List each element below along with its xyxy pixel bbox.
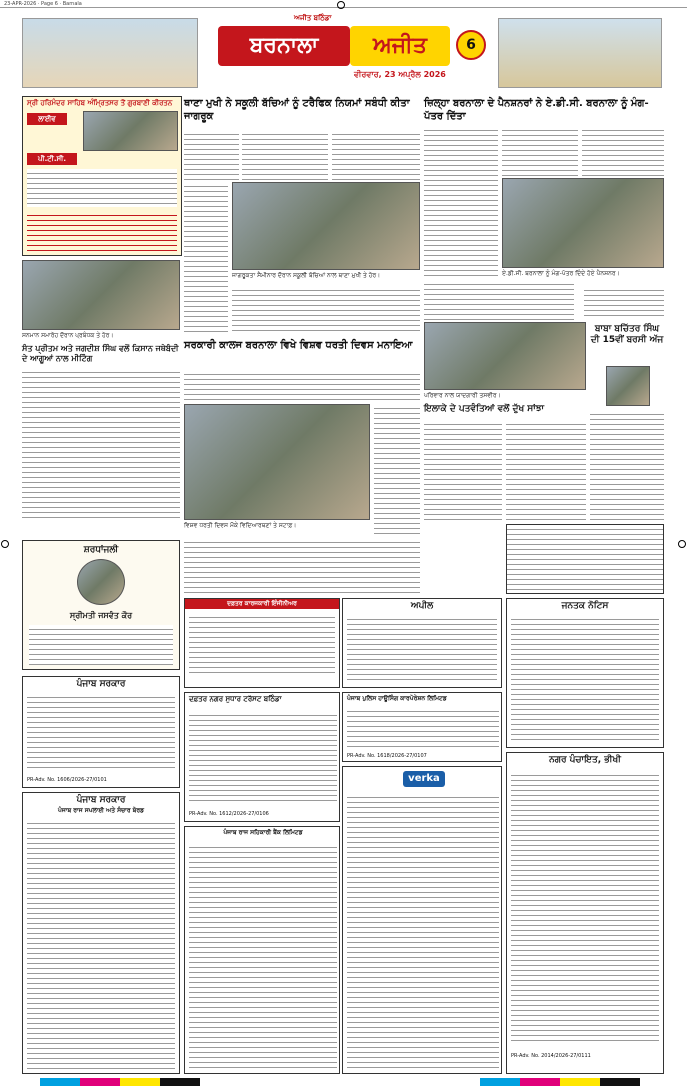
print-color-bar-yellow xyxy=(560,1078,600,1086)
story4-body-bottom xyxy=(184,538,420,594)
apeal-text xyxy=(347,615,497,681)
print-color-bar-black xyxy=(600,1078,640,1086)
barsi-body xyxy=(590,410,664,520)
cooperative-bank-table xyxy=(189,843,337,1069)
verka-tender-table xyxy=(347,793,499,1069)
cooperative-bank-ad xyxy=(184,826,340,1074)
story1-headline: ਥਾਣਾ ਮੁਖੀ ਨੇ ਸਕੂਲੀ ਬੱਚਿਆਂ ਨੂੰ ਟਰੈਫਿਕ ਨਿਯਮਾਂ ਸਬੰਧੀ ਕੀਤਾ ਜਾਗਰੂਕ xyxy=(184,98,410,122)
story3-caption: ਸਨਮਾਨ ਸਮਾਰੋਹ ਦੌਰਾਨ ਪ੍ਰਬੰਧਕ ਤੇ ਹੋਰ। xyxy=(22,332,114,339)
shradhanjali-photo xyxy=(77,559,125,605)
police-housing-text xyxy=(347,707,499,749)
date-line: ਵੀਰਵਾਰ, 23 ਅਪ੍ਰੈਲ 2026 xyxy=(354,70,446,79)
print-color-bar-magenta xyxy=(520,1078,560,1086)
apeal-ad xyxy=(342,598,502,688)
print-color-bar-black xyxy=(160,1078,200,1086)
story5-body-col2 xyxy=(506,420,586,520)
police-housing-ad xyxy=(342,692,502,762)
story5-headline: ਇਲਾਕੇ ਦੇ ਪਤਵੰਤਿਆਂ ਵਲੋਂ ਦੁੱਖ ਸਾਂਝਾ xyxy=(424,404,545,414)
tender1-text xyxy=(189,613,335,675)
story2-body-col2 xyxy=(502,126,578,176)
kirtan-schedule-text xyxy=(27,211,177,251)
kirtan-live-badge: ਲਾਈਵ xyxy=(27,113,67,125)
punjab-sarkar-ad-1 xyxy=(22,676,180,788)
story1-body-col1 xyxy=(184,130,239,180)
story1-body-col5 xyxy=(232,286,420,332)
print-color-bar-yellow xyxy=(120,1078,160,1086)
registration-mark-icon xyxy=(1,540,9,548)
nagar-panchayat-title: ਨਗਰ ਪੰਚਾਇਤ, ਭੀਖੀ xyxy=(549,755,621,765)
story1-body-col2 xyxy=(242,130,328,180)
masthead-photo-right xyxy=(498,18,662,88)
punjab-sarkar-1-text xyxy=(27,693,175,771)
story1-caption: ਜਾਗਰੂਕਤਾ ਸੈਮੀਨਾਰ ਦੌਰਾਨ ਸਕੂਲੀ ਬੱਚਿਆਂ ਨਾਲ ਥਾਣਾ ਮੁਖੀ ਤੇ ਹੋਰ। xyxy=(232,272,381,279)
story2-caption: ਏ.ਡੀ.ਸੀ. ਬਰਨਾਲਾ ਨੂੰ ਮੰਗ-ਪੱਤਰ ਦਿੰਦੇ ਹੋਏ ਪੈਨਸ਼ਨਰ। xyxy=(502,270,620,277)
shradhanjali-name: ਸ੍ਰੀਮਤੀ ਜਸਵੰਤ ਕੌਰ xyxy=(69,611,133,620)
pr-adv-4: PR-Adv. No. 2014/2026-27/0111 xyxy=(511,1053,591,1059)
nagar-sudhar-ad xyxy=(184,692,340,822)
public-notice-ad xyxy=(506,598,664,748)
page-number: 6 xyxy=(456,30,486,60)
nagar-sudhar-title: ਦਫ਼ਤਰ ਨਗਰ ਸੁਧਾਰ ਟਰੱਸਟ ਬਠਿੰਡਾ xyxy=(189,695,282,703)
tender-ad-1 xyxy=(184,598,340,688)
verka-tender-ad xyxy=(342,766,502,1074)
shradhanjali-title: ਸ਼ਰਧਾਂਜਲੀ xyxy=(83,545,119,555)
story2-body-col3 xyxy=(582,126,664,176)
punjab-sarkar-2-title: ਪੰਜਾਬ ਸਰਕਾਰ xyxy=(76,795,126,805)
story5-body-col1 xyxy=(424,420,502,520)
masthead-brand: ਅਜੀਤ ਬਠਿੰਡਾ xyxy=(294,14,332,22)
story2-body-col5 xyxy=(584,286,664,320)
story4-caption: ਵਿਸ਼ਵ ਧਰਤੀ ਦਿਵਸ ਮੌਕੇ ਵਿਦਿਆਰਥਣਾਂ ਤੇ ਸਟਾਫ਼। xyxy=(184,522,297,529)
police-housing-title: ਪੰਜਾਬ ਪੁਲਿਸ ਹਾਊਸਿੰਗ ਕਾਰਪੋਰੇਸ਼ਨ ਲਿਮਿਟਡ xyxy=(347,695,447,702)
pr-adv-1: PR-Adv. No. 1606/2026-27/0101 xyxy=(27,777,107,783)
masthead-center xyxy=(204,14,490,92)
story3-photo xyxy=(22,260,180,330)
print-color-bar-cyan xyxy=(480,1078,520,1086)
paper-name: ਅਜੀਤ xyxy=(350,26,450,66)
story1-body-col4 xyxy=(184,182,228,332)
story4-headline: ਸਰਕਾਰੀ ਕਾਲਜ ਬਰਨਾਲਾ ਵਿਖੇ ਵਿਸ਼ਵ ਧਰਤੀ ਦਿਵਸ ਮਨਾਇਆ xyxy=(184,340,413,351)
story5-caption: ਪਰਿਵਾਰ ਨਾਲ ਯਾਦਗਾਰੀ ਤਸਵੀਰ। xyxy=(424,392,501,399)
story4-body-side xyxy=(374,404,420,534)
story2-headline: ਜ਼ਿਲ੍ਹਾ ਬਰਨਾਲਾ ਦੇ ਪੈਨਸ਼ਨਰਾਂ ਨੇ ਏ.ਡੀ.ਸੀ. ਬਰਨਾਲਾ ਨੂੰ ਮੰਗ-ਪੱਤਰ ਦਿੱਤਾ xyxy=(424,98,649,122)
punjab-sarkar-2-table xyxy=(27,819,175,1069)
story2-body-col1 xyxy=(424,126,498,276)
registration-mark-icon xyxy=(337,1,345,9)
story4-body-top xyxy=(184,370,420,402)
nagar-sudhar-text xyxy=(189,711,337,805)
small-notice-box xyxy=(506,524,664,594)
punjab-sarkar-2-subtitle: ਪੰਜਾਬ ਰਾਜ ਸਪਲਾਈ ਅਤੇ ਸੰਚਾਰ ਬੋਰਡ xyxy=(57,807,145,814)
story3-headline: ਸੰਤ ਪ੍ਰੀਤਮ ਅਤੇ ਜਗਦੀਸ਼ ਸਿੰਘ ਵਲੋਂ ਕਿਸਾਨ ਜਥੇਬੰਦੀ ਦੇ ਆਗੂਆਂ ਨਾਲ ਮੀਟਿੰਗ xyxy=(22,344,179,363)
masthead xyxy=(22,14,662,92)
nagar-panchayat-table xyxy=(511,771,659,1041)
story3-body-text xyxy=(22,368,180,518)
print-color-bar-magenta xyxy=(80,1078,120,1086)
public-notice-text xyxy=(511,615,659,743)
kirtan-channel-badge: ਪੀ.ਟੀ.ਸੀ. xyxy=(27,153,77,165)
tender1-title: ਦਫ਼ਤਰ ਕਾਰਜਕਾਰੀ ਇੰਜੀਨੀਅਰ xyxy=(185,599,339,609)
print-color-bar-cyan xyxy=(40,1078,80,1086)
story1-body-col3 xyxy=(332,130,420,180)
cooperative-bank-title: ਪੰਜਾਬ ਰਾਜ ਸਹਿਕਾਰੀ ਬੈਂਕ ਲਿਮਿਟਡ xyxy=(223,829,303,836)
golden-temple-photo xyxy=(83,111,178,151)
masthead-photo-left xyxy=(22,18,198,88)
barsi-title: ਬਾਬਾ ਬਚਿੱਤਰ ਸਿੰਘ ਦੀ 15ਵੀਂ ਬਰਸੀ ਅੱਜ xyxy=(590,324,664,346)
kirtan-body-text xyxy=(27,169,177,207)
story4-photo xyxy=(184,404,370,520)
apeal-title: ਅਪੀਲ xyxy=(410,601,434,611)
story5-photo xyxy=(424,322,586,390)
pr-adv-2: PR-Adv. No. 1612/2026-27/0106 xyxy=(189,811,269,817)
punjab-sarkar-ad-2 xyxy=(22,792,180,1074)
shradhanjali-text xyxy=(29,625,173,665)
kirtan-box xyxy=(22,96,182,256)
print-slug-line: 23-APR-2026 · Page 6 · Barnala xyxy=(0,0,687,8)
registration-mark-icon xyxy=(678,540,686,548)
story2-photo xyxy=(502,178,664,268)
pr-adv-3: PR-Adv. No. 1618/2026-27/0107 xyxy=(347,753,427,759)
section-name: ਬਰਨਾਲਾ xyxy=(218,26,350,66)
punjab-sarkar-1-title: ਪੰਜਾਬ ਸਰਕਾਰ xyxy=(76,679,126,689)
verka-logo: verka xyxy=(403,771,445,787)
story1-photo xyxy=(232,182,420,270)
nagar-panchayat-ad xyxy=(506,752,664,1074)
public-notice-title: ਜਨਤਕ ਨੋਟਿਸ xyxy=(561,601,609,611)
story2-body-col4 xyxy=(424,280,574,320)
barsi-photo xyxy=(606,366,650,406)
kirtan-title: ਸ੍ਰੀ ਹਰਿਮੰਦਰ ਸਾਹਿਬ ਅੰਮ੍ਰਿਤਸਰ ਤੋਂ ਗੁਰਬਾਣੀ ਕੀਰਤਨ xyxy=(27,99,173,107)
shradhanjali-ad xyxy=(22,540,180,670)
